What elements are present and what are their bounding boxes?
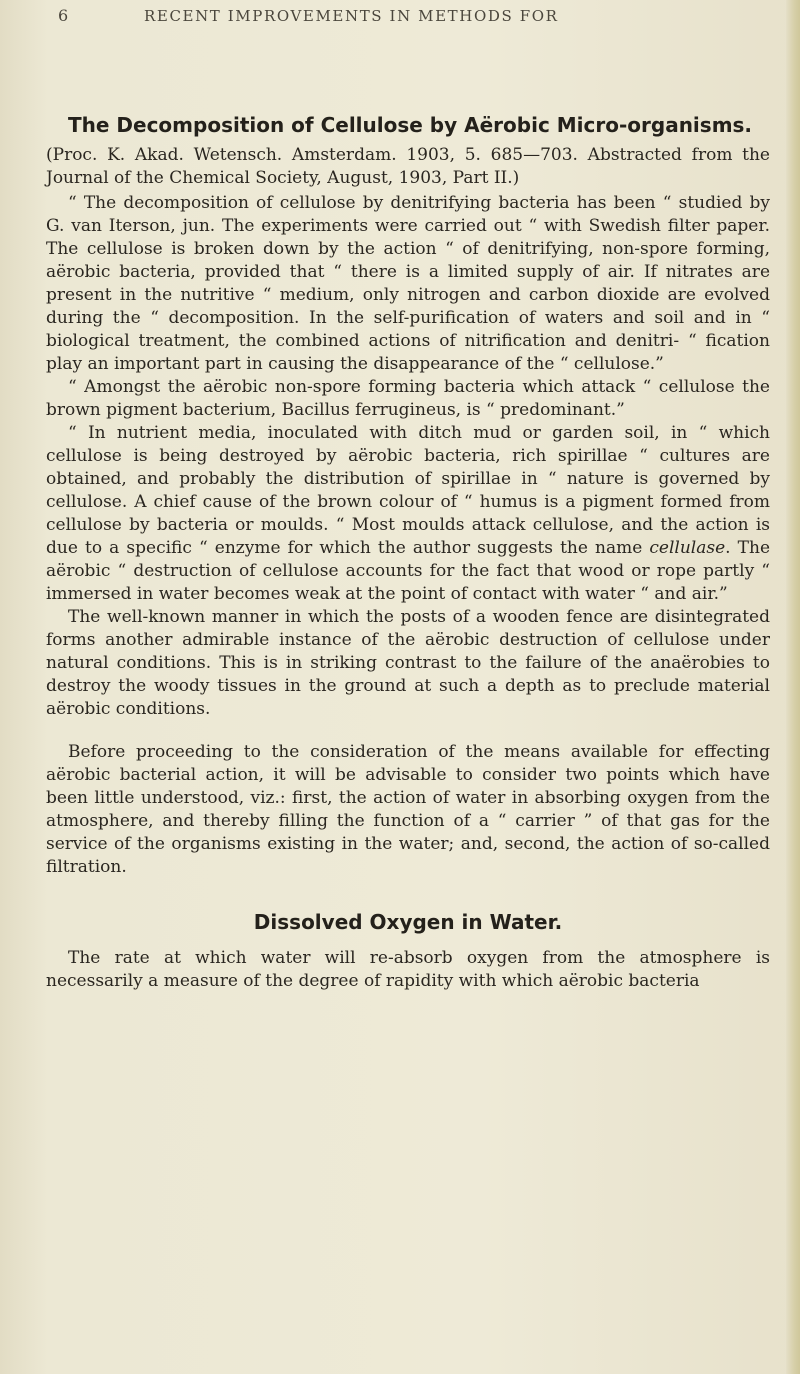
quote-paragraph-2: “ Amongst the aërobic non-spore forming bacteria which attack “ cellulose the brown pigment bacterium, Bacillus ferrugineus, is “ predominant.” [46,377,770,420]
page-edge [786,0,800,1374]
paragraph-oxygen-rate: The rate at which water will re-absorb oxygen from the atmosphere is necessarily a measure of the degree of rapidity with which aërobic bacteria [46,948,770,991]
section-title: The Decomposition of Cellulose by Aërobic Micro-organisms. [68,113,753,137]
source-citation: (Proc. K. Akad. Wetensch. Amsterdam. 1903, 5. 685—703. Abstracted from the Journal of the Chemical Society, August, 1903, Part II.) [46,145,770,188]
quote-paragraph-1: “ The decomposition of cellulose by denitrifying bacteria has been “ studied by G. van Iterson, jun. The experiments were carried out “ with Swedish filter paper. The cellulose is broken down by the action “ of denitrifying, non-spore forming, aërobic bacteria, provided that “ there is a limited supply of air. If nitrates are present in the nutritive “ medium, only nitrogen and carbon dioxide are evolved during the “ decomposition. In the self-purification of waters and soil and in “ biological treatment, the combined actions of nitrification and denitri- “ fication play an important part in causing the disappearance of the “ cellulose.” [46,193,770,374]
quote3-text-a: “ In nutrient media, inoculated with ditch mud or garden soil, in “ which cellulose is being destroyed by aërobic bacteria, rich spirillae “ cultures are obtained, and probably the distribution of spirillae in “ nature is governed by cellulose. A chief cause of the brown colour of “ humus is a pigment formed from cellulose by bacteria or moulds. “ Most moulds attack cellulose, and the action is due to a specific “ enzyme for which the author suggests the name [46,423,770,558]
quote3-text-b: . The aërobic “ destruction of cellulose accounts for the fact that wood or rope partly “ immersed in water becomes weak at the point of contact with water “ and air.” [46,538,771,604]
quote-paragraph-3 [46,422,770,606]
section-title-dissolved-oxygen: Dissolved Oxygen in Water. [253,910,563,934]
page-number: 6 [58,6,70,25]
paragraph-gap [46,721,770,741]
paragraph-fence: The well-known manner in which the posts of a wooden fence are disintegrated forms another admirable instance of the aërobic destruction of cellulose under natural conditions. This is in striking contrast to the failure of the anaërobies to destroy the woody tissues in the ground at such a depth as to preclude material aërobic conditions. [46,607,770,719]
page-body [46,112,770,993]
paragraph-before-proceeding: Before proceeding to the consideration of the means available for effecting aërobic bacterial action, it will be advisable to consider two points which have been little understood, viz.: first, the action of water in absorbing oxygen from the atmosphere, and thereby filling the function of a “ carrier ” of that gas for the service of the organisms existing in the water; and, second, the action of so-called filtration. [46,742,770,877]
enzyme-name: cellulase [649,538,726,558]
running-title: RECENT IMPROVEMENTS IN METHODS FOR [144,7,559,25]
